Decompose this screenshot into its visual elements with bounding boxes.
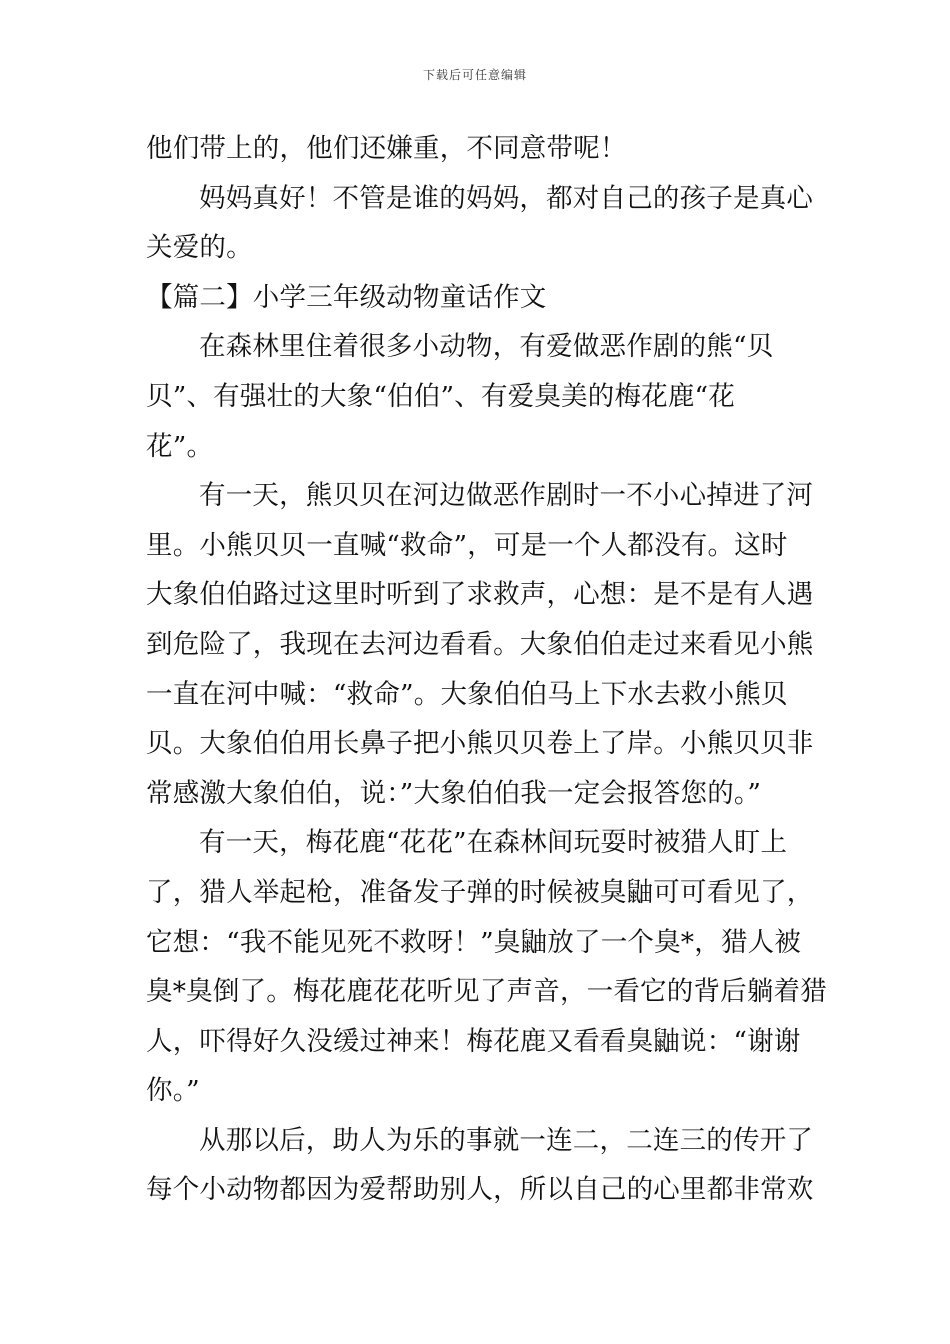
document-body [146,124,827,1215]
text-line: 妈妈真好！不管是谁的妈妈，都对自己的孩子是真心 [199,182,814,214]
text-line: 到危险了，我现在去河边看看。大象伯伯走过来看见小熊 [146,628,814,660]
text-line: 贝”、有强壮的大象“伯伯”、有爱臭美的梅花鹿“花 [146,380,735,412]
text-line: 人，吓得好久没缓过神来！梅花鹿又看看臭鼬说：“谢谢 [146,1025,801,1057]
text-line: 从那以后，助人为乐的事就一连二，二连三的传开了 [199,1124,814,1156]
text-line: 大象伯伯路过这里时听到了求救声，心想：是不是有人遇 [146,579,814,611]
text-line: 你。” [146,1075,200,1107]
text-line: 花”。 [146,430,214,462]
text-line: 它想：“我不能见死不救呀！”臭鼬放了一个臭*，猎人被 [146,926,802,958]
text-line: 他们带上的，他们还嫌重，不同意带呢！ [146,133,627,164]
text-line: 在森林里住着很多小动物，有爱做恶作剧的熊“贝 [199,331,774,363]
text-line: 关爱的。 [146,232,253,264]
section-heading: 【篇二】小学三年级动物童话作文 [146,281,547,313]
text-line: 了，猎人举起枪，准备发子弹的时候被臭鼬可可看见了， [146,876,814,908]
text-line: 常感激大象伯伯，说：”大象伯伯我一定会报答您的。” [146,777,762,809]
text-line: 每个小动物都因为爱帮助别人，所以自己的心里都非常欢 [146,1174,814,1206]
text-line: 里。小熊贝贝一直喊“救命”，可是一个人都没有。这时 [146,529,788,561]
text-line: 一直在河中喊：“救命”。大象伯伯马上下水去救小熊贝 [146,678,788,710]
text-line: 有一天，熊贝贝在河边做恶作剧时一不小心掉进了河 [199,480,814,512]
text-line: 贝。大象伯伯用长鼻子把小熊贝贝卷上了岸。小熊贝贝非 [146,728,814,760]
page-header: 下载后可任意编辑 [422,68,527,82]
text-line: 有一天，梅花鹿“花花”在森林间玩耍时被猎人盯上 [199,827,788,859]
text-line: 臭*臭倒了。梅花鹿花花听见了声音，一看它的背后躺着猎 [146,976,827,1008]
